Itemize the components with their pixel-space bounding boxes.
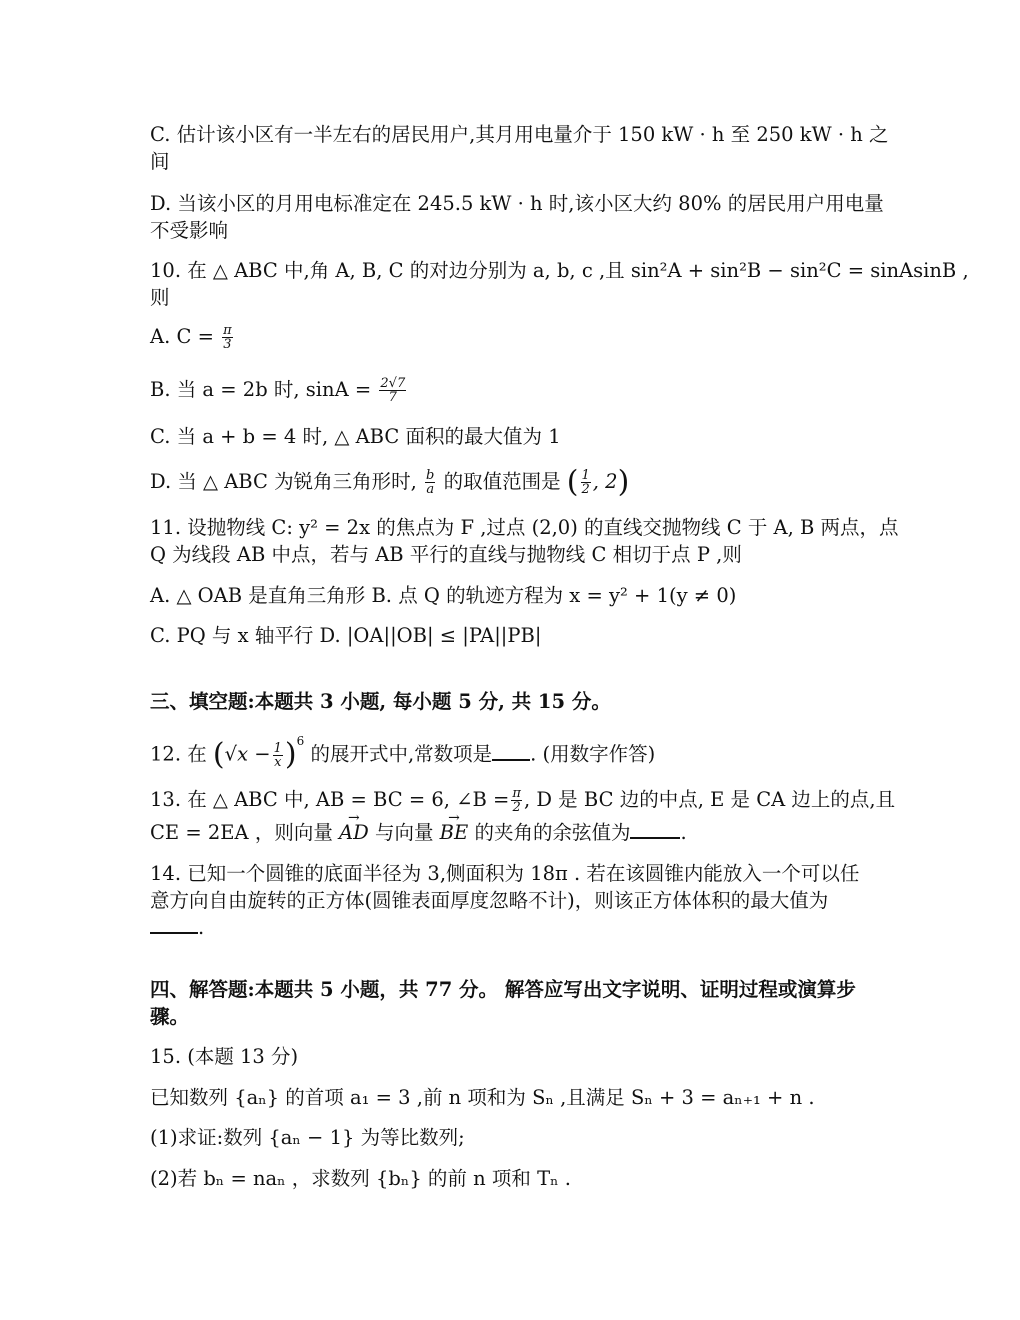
- q10-b-fraction: $\frac{2√7}{7}$: [380, 376, 406, 405]
- q11-stem-line1: 11. 设抛物线 C: y² = 2x 的焦点为 F ,过点 (2,0) 的直线交抛物线 C 于 A, B 两点，点: [150, 516, 899, 539]
- q10-d-range-fraction: $\frac{1}{2}$: [581, 468, 590, 497]
- q12-mid: 的展开式中,常数项是: [310, 742, 493, 766]
- q13-line2: CE = 2EA ，则向量 → AD 与向量 → BE 的夹角的余弦值为 .: [150, 819, 870, 846]
- q13-angle-fraction: $\frac{\pi}{2}$: [512, 786, 521, 815]
- q15-stem: 已知数列 {aₙ} 的首项 a₁ = 3 ,前 n 项和为 Sₙ ,且满足 Sₙ + 3 = aₙ₊₁ + n .: [150, 1086, 815, 1109]
- q10-option-b: [150, 376, 870, 404]
- q13-line2-suffix: 的夹角的余弦值为: [474, 821, 631, 844]
- q10-d-prefix: D. 当 △ ABC 为锐角三角形时,: [150, 470, 417, 493]
- q13-vector-be: → BE: [440, 819, 469, 846]
- q9-c-line2: 间: [150, 150, 170, 173]
- q13-line2-prefix: CE = 2EA ，则向量: [150, 821, 333, 844]
- q12-answer-blank: [492, 741, 530, 761]
- q14-line1: 14. 已知一个圆锥的底面半径为 3,侧面积为 18π . 若在该圆锥内能放入一个可以任: [150, 862, 860, 885]
- q11-options-ab: A. △ OAB 是直角三角形 B. 点 Q 的轨迹方程为 x = y² + 1(y ≠ 0): [150, 584, 737, 607]
- q12-prefix: 12. 在: [150, 742, 207, 766]
- q11-options-cd: C. PQ 与 x 轴平行 D. |OA||OB| ≤ |PA||PB|: [150, 624, 542, 647]
- q12: 12. 在 (√x − $\frac{1}{x}$ )$^6$ 的展开式中,常数项是 . (用数字作答): [150, 734, 656, 772]
- q10-option-a: [150, 323, 870, 351]
- section4-heading: [150, 976, 870, 1030]
- section3-heading: 三、填空题:本题共 3 小题, 每小题 5 分, 共 15 分。: [150, 690, 611, 713]
- q9-d-line2: 不受影响: [150, 219, 229, 242]
- q10-stem: [150, 257, 969, 311]
- q11-stem: [150, 514, 899, 568]
- q10-d-range-end: , 2: [592, 470, 618, 493]
- q14-answer-blank: [150, 914, 198, 934]
- q15-part1: (1)求证:数列 {aₙ − 1} 为等比数列;: [150, 1126, 465, 1149]
- q10-d-fraction: $\frac{b}{a}$: [426, 468, 435, 497]
- section4-heading-line1: 四、解答题:本题共 5 小题，共 77 分。 解答应写出文字说明、证明过程或演算步: [150, 978, 856, 1001]
- q10-stem-line2: 则: [150, 286, 170, 309]
- q13-line1-prefix: 13. 在 △ ABC 中, AB = BC = 6, ∠B =: [150, 788, 510, 811]
- q9-option-d: [150, 190, 884, 244]
- q10-b-prefix: B. 当 a = 2b 时, sinA =: [150, 378, 372, 401]
- q13-line1: [150, 786, 896, 815]
- q14: 14. 已知一个圆锥的底面半径为 3,侧面积为 18π . 若在该圆锥内能放入一个可以任 意方向自由旋转的正方体(圆锥表面厚度忽略不计)，则该正方体体积的最大值为 .: [150, 860, 870, 941]
- q13-line2-mid: 与向量: [374, 821, 434, 844]
- q15-part2: (2)若 bₙ = naₙ ，求数列 {bₙ} 的前 n 项和 Tₙ .: [150, 1167, 571, 1190]
- q14-line2: 意方向自由旋转的正方体(圆锥表面厚度忽略不计)，则该正方体体积的最大值为: [150, 889, 829, 912]
- section4-heading-line2: 骤。: [150, 1005, 190, 1028]
- q12-expr-left: √x −: [224, 742, 271, 766]
- q9-d-line1: D. 当该小区的月用电标准定在 245.5 kW · h 时,该小区大约 80% 的居民用户用电量: [150, 192, 884, 215]
- q10-a-fraction: $\frac{\pi}{3}$: [223, 323, 232, 352]
- q10-a-prefix: A. C =: [150, 325, 214, 348]
- q12-suffix: . (用数字作答): [530, 742, 656, 766]
- q9-option-c: [150, 121, 889, 175]
- q13-line1-suffix: , D 是 BC 边的中点, E 是 CA 边上的点,且: [523, 788, 896, 811]
- q13-answer-blank: [630, 819, 680, 839]
- q13-vector-ad: → AD: [339, 819, 369, 846]
- q10-d-mid: 的取值范围是: [443, 470, 561, 493]
- q9-c-line1: C. 估计该小区有一半左右的居民用户,其月用电量介于 150 kW · h 至 250 kW · h 之: [150, 123, 889, 146]
- q12-expr-fraction: $\frac{1}{x}$: [273, 740, 282, 770]
- document-page: [150, 0, 969, 1320]
- q12-exponent: 6: [296, 734, 305, 748]
- q11-stem-line2: Q 为线段 AB 中点，若与 AB 平行的直线与抛物线 C 相切于点 P ,则: [150, 543, 742, 566]
- q10-option-c: C. 当 a + b = 4 时, △ ABC 面积的最大值为 1: [150, 425, 561, 448]
- q10-option-d: D. 当 △ ABC 为锐角三角形时, $\frac{b}{a}$ 的取值范围是 ( $\frac{1}{2}$ , 2): [150, 464, 630, 500]
- q15-title: 15. (本题 13 分): [150, 1045, 299, 1068]
- q10-stem-line1: 10. 在 △ ABC 中,角 A, B, C 的对边分别为 a, b, c ,且 sin²A + sin²B − sin²C = sinAsinB ,: [150, 259, 969, 282]
